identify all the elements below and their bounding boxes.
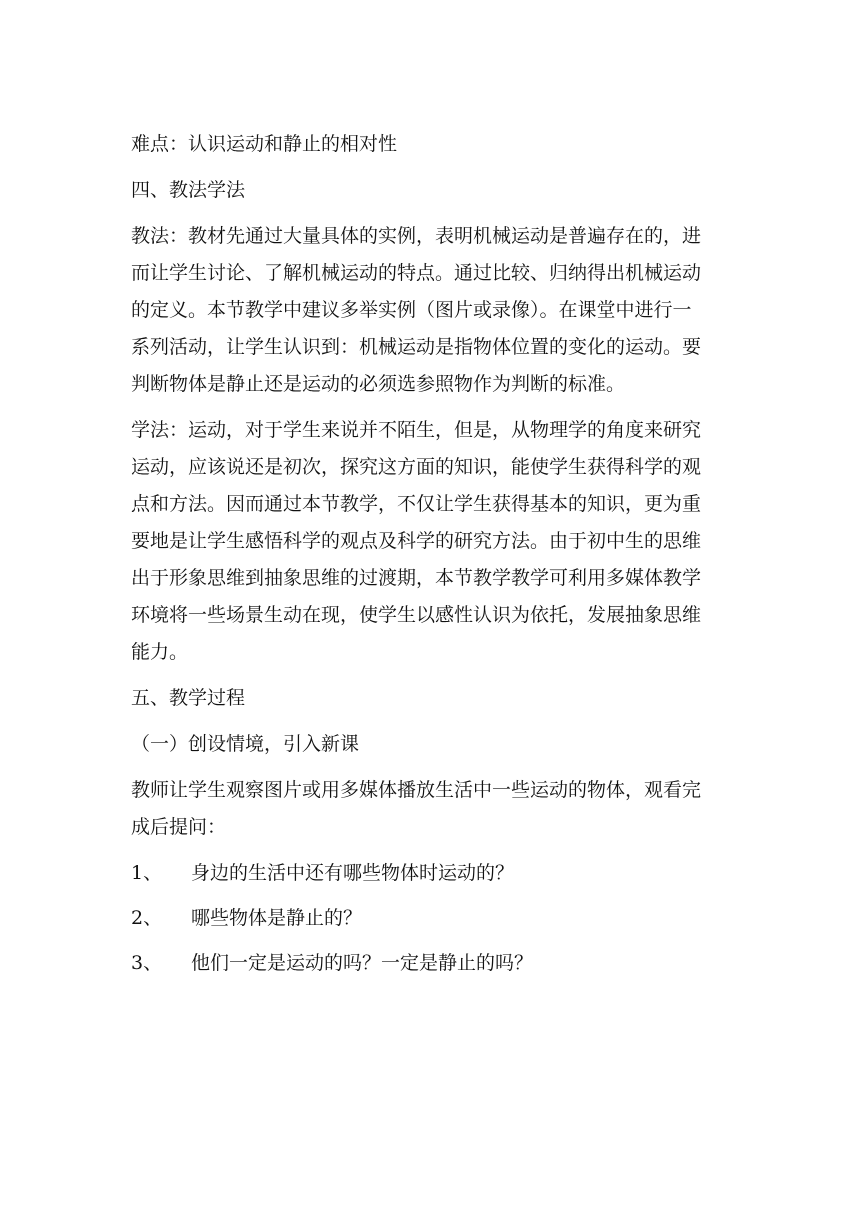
list-number: 1、 bbox=[131, 862, 163, 884]
paragraph-line: 而让学生讨论、了解机械运动的特点。通过比较、归纳得出机械运动 bbox=[131, 262, 702, 284]
paragraph-line: 运动，应该说还是初次，探究这方面的知识，能使学生获得科学的观 bbox=[131, 456, 702, 478]
subsection1-heading: （一）创设情境，引入新课 bbox=[131, 733, 360, 755]
list-number: 3、 bbox=[131, 952, 163, 974]
paragraph-line: 出于形象思维到抽象思维的过渡期，本节教学教学可利用多媒体教学 bbox=[131, 567, 702, 589]
section5-heading: 五、教学过程 bbox=[131, 687, 246, 709]
paragraph-line: 能力。 bbox=[131, 641, 189, 663]
list-text: 身边的生活中还有哪些物体时运动的？ bbox=[191, 862, 515, 884]
section4-heading: 四、教法学法 bbox=[131, 179, 246, 201]
paragraph-line: 成后提问： bbox=[131, 816, 227, 838]
teaching-method-paragraph bbox=[131, 218, 741, 403]
list-item bbox=[131, 900, 741, 937]
paragraph-line: 环境将一些场景生动在现，使学生以感性认识为依托，发展抽象思维 bbox=[131, 604, 702, 626]
paragraph-line: 要地是让学生感悟科学的观点及科学的研究方法。由于初中生的思维 bbox=[131, 530, 702, 552]
list-text: 他们一定是运动的吗？一定是静止的吗？ bbox=[191, 952, 534, 974]
difficulty-line: 难点：认识运动和静止的相对性 bbox=[131, 133, 398, 155]
list-item bbox=[131, 855, 741, 892]
paragraph-line: 系列活动，让学生认识到：机械运动是指物体位置的变化的运动。要 bbox=[131, 336, 702, 358]
paragraph-line: 教师让学生观察图片或用多媒体播放生活中一些运动的物体，观看完 bbox=[131, 779, 702, 801]
paragraph-line: 教法：教材先通过大量具体的实例，表明机械运动是普遍存在的，进 bbox=[131, 225, 702, 247]
paragraph-line: 学法：运动，对于学生来说并不陌生，但是，从物理学的角度来研究 bbox=[131, 419, 702, 441]
paragraph-line: 点和方法。因而通过本节教学，不仅让学生获得基本的知识，更为重 bbox=[131, 493, 702, 515]
learning-method-paragraph bbox=[131, 412, 741, 671]
paragraph-line: 的定义。本节教学中建议多举实例（图片或录像）。在课堂中进行一 bbox=[131, 299, 692, 321]
list-item bbox=[131, 945, 741, 982]
list-number: 2、 bbox=[131, 907, 163, 929]
question-list bbox=[131, 855, 741, 982]
paragraph-line: 判断物体是静止还是运动的必须选参照物作为判断的标准。 bbox=[131, 373, 626, 395]
intro-paragraph bbox=[131, 772, 741, 846]
list-text: 哪些物体是静止的？ bbox=[191, 907, 363, 929]
document-page bbox=[131, 126, 741, 990]
